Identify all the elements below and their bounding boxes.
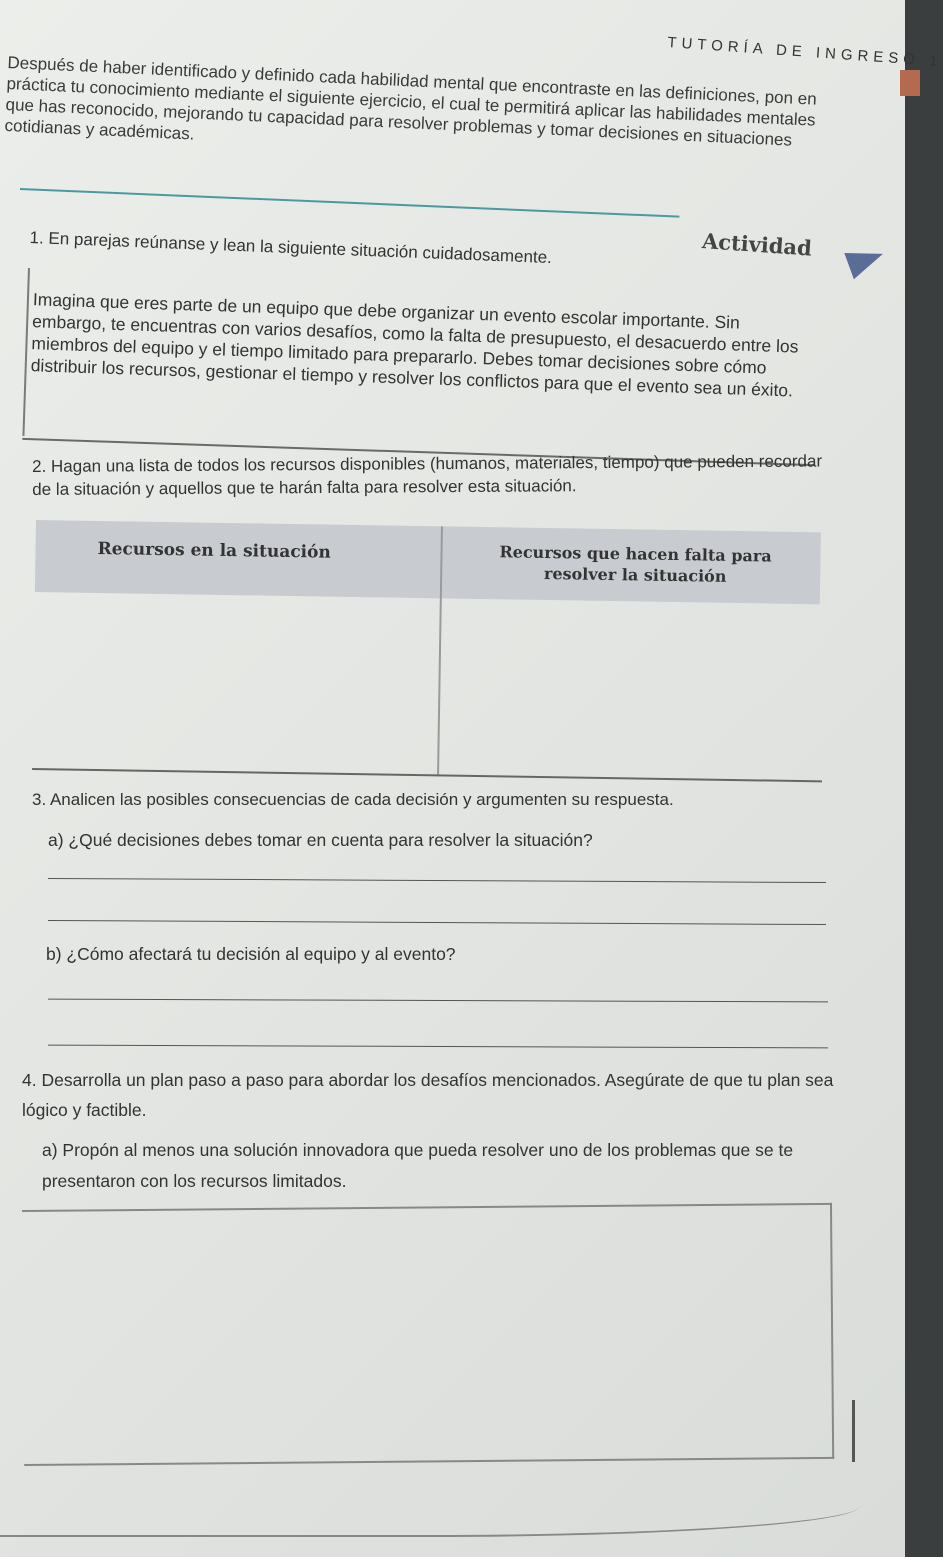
section-divider [20, 188, 680, 218]
page-header-title: TUTORÍA DE INGRESO 1 [666, 34, 943, 71]
intro-paragraph: Después de haber identificado y definido cada habilidad mental que encontraste en las definiciones, pon en práctica tu conocimiento mediante el siguiente ejercicio, el cual te permitirá aplicar las habilidades mentales que has reconocido, mejorando tu capacidad para resolver problemas y tomar decisiones en situaciones cotidianas y académicas. [4, 52, 818, 150]
question-3b: b) ¿Cómo afectará tu decisión al equipo y al evento? [46, 944, 456, 964]
table-bottom-border [32, 768, 822, 782]
question-2: 2. Hagan una lista de todos los recursos disponibles (humanos, materiales, tiempo) que pueden recordar de la situación y aquellos que te harán falta para resolver esta situación. [32, 451, 823, 499]
question-3: 3. Analicen las posibles consecuencias de cada decisión y argumenten su respuesta. [32, 790, 674, 809]
situation-box-border-left [22, 268, 30, 436]
question-3a: a) ¿Qué decisiones debes tomar en cuenta para resolver la situación? [48, 830, 593, 850]
activity-heading: Actividad [701, 228, 813, 261]
answer-line-3b-1[interactable] [48, 999, 828, 1003]
flag-icon [844, 241, 887, 280]
question-1: 1. En parejas reúnanse y lean la siguiente situación cuidadosamente. [29, 228, 553, 268]
question-4a: a) Propón al menos una solución innovadora que pueda resolver uno de los problemas que se te presentaron con los recursos limitados. [42, 1140, 794, 1191]
answer-line-3a-1[interactable] [48, 878, 826, 883]
table-header-missing: Recursos que hacen falta para resolver la situación [499, 542, 772, 586]
answer-line-3b-2[interactable] [48, 1045, 828, 1049]
resources-table [32, 520, 826, 792]
situation-box [22, 268, 821, 466]
question-4: 4. Desarrolla un plan paso a paso para abordar los desafíos mencionados. Asegúrate de que tu plan sea lógico y factible. [22, 1070, 834, 1120]
answer-line-3a-2[interactable] [48, 920, 826, 925]
page-edge-tab [900, 70, 920, 96]
table-header-row [35, 520, 821, 604]
situation-text: Imagina que eres parte de un equipo que debe organizar un evento escolar importante. Sin embargo, te encuentras con varios desafíos, como la falta de presupuesto, el desacuerdo entre los miembros del equipo y el tiempo limitado para prepararlo. Debes tomar decisiones sobre cómo distribuir los recursos, gestionar el tiempo y resolver los conflictos para que el evento sea un éxito. [30, 289, 799, 401]
answer-box-shadow [852, 1400, 855, 1462]
table-header-available: Recursos en la situación [97, 538, 331, 563]
answer-box-4a[interactable] [22, 1203, 834, 1466]
page-curl-edge [0, 1475, 860, 1537]
